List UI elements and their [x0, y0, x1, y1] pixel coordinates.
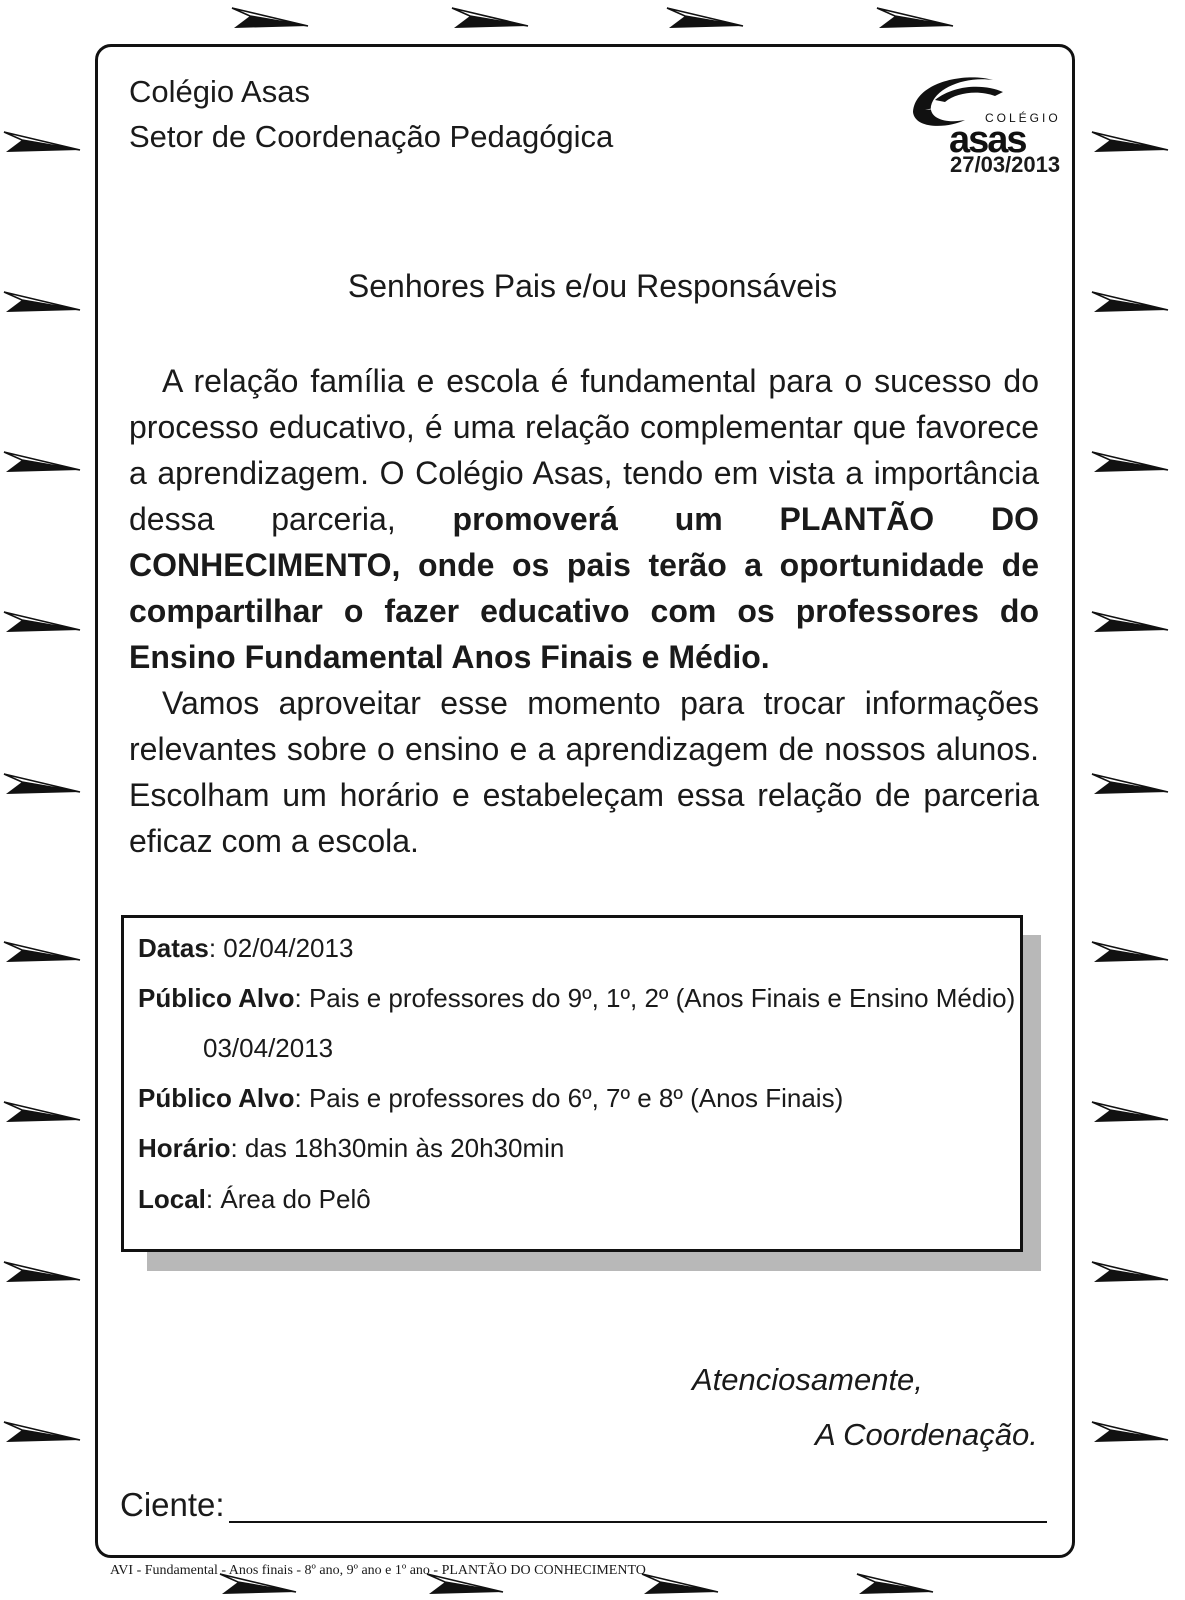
paper-airplane-icon — [640, 1570, 720, 1596]
footer-text: AVI - Fundamental - Anos finais - 8º ano, 9º ano e 1º ano - PLANTÃO DO CONHECIMENTO — [110, 1563, 646, 1578]
info-audience-1-line: Público Alvo: Pais e professores do 9º, 1º, 2º (Anos Finais e Ensino Médio) — [138, 983, 1016, 1013]
department-name: Setor de Coordenação Pedagógica — [129, 119, 614, 154]
paper-airplane-icon — [2, 128, 82, 154]
paper-airplane-icon — [1090, 938, 1170, 964]
info-audience-2-line: Público Alvo: Pais e professores do 6º, 7º e 8º (Anos Finais) — [138, 1083, 844, 1113]
info-date-2-line: 03/04/2013 — [203, 1033, 334, 1063]
ciente-label: Ciente: — [120, 1486, 225, 1523]
logo-big-text: asas — [949, 119, 1026, 160]
logo-small-text: COLÉGIO — [985, 111, 1061, 125]
paper-airplane-icon — [665, 4, 745, 30]
paper-airplane-icon — [1090, 448, 1170, 474]
document-date: 27/03/2013 — [950, 152, 1061, 177]
paper-airplane-icon — [2, 1418, 82, 1444]
paper-airplane-icon — [2, 770, 82, 796]
school-name: Colégio Asas — [129, 74, 310, 109]
paper-airplane-icon — [875, 4, 955, 30]
paper-airplane-icon — [1090, 1258, 1170, 1284]
paragraph-1-text: A relação família e escola é fundamental para o sucesso do processo educativo, é uma relação complementar que favorece a aprendizagem. O Colégio Asas, tendo em vista a importância dessa parceria, — [129, 363, 1039, 537]
paper-airplane-icon — [2, 1258, 82, 1284]
paper-airplane-icon — [1090, 128, 1170, 154]
info-location-line: Local: Área do Pelô — [138, 1184, 371, 1214]
greeting: Senhores Pais e/ou Responsáveis — [347, 268, 838, 304]
paper-airplane-icon — [1090, 1418, 1170, 1444]
paragraph-1 — [129, 358, 1039, 680]
closing-signature: A Coordenação. — [815, 1417, 1038, 1452]
paper-airplane-icon — [855, 1570, 935, 1596]
paper-airplane-icon — [2, 448, 82, 474]
school-logo — [905, 70, 1065, 160]
paper-airplane-icon — [450, 4, 530, 30]
info-box — [121, 915, 1023, 1252]
info-dates-line: Datas: 02/04/2013 — [138, 933, 354, 963]
paper-airplane-icon — [2, 938, 82, 964]
paper-airplane-icon — [2, 608, 82, 634]
closing-greeting: Atenciosamente, — [692, 1362, 923, 1397]
paragraph-1-bold: promoverá um PLANTÃO DO CONHECIMENTO, onde os pais terão a oportunidade de compartilhar o fazer educativo com os professores do Ensino Fundamental Anos Finais e Médio. — [129, 501, 1039, 675]
paper-airplane-icon — [1090, 770, 1170, 796]
paper-airplane-icon — [1090, 1098, 1170, 1124]
info-time-line: Horário: das 18h30min às 20h30min — [138, 1133, 565, 1163]
signature-line[interactable] — [229, 1521, 1047, 1523]
paper-airplane-icon — [1090, 608, 1170, 634]
paragraph-2: Vamos aproveitar esse momento para trocar informações relevantes sobre o ensino e a aprendizagem de nossos alunos. Escolham um horário e estabeleçam essa relação de parceria eficaz com a escola. — [129, 685, 1039, 859]
paper-airplane-icon — [2, 1098, 82, 1124]
paper-airplane-icon — [230, 4, 310, 30]
